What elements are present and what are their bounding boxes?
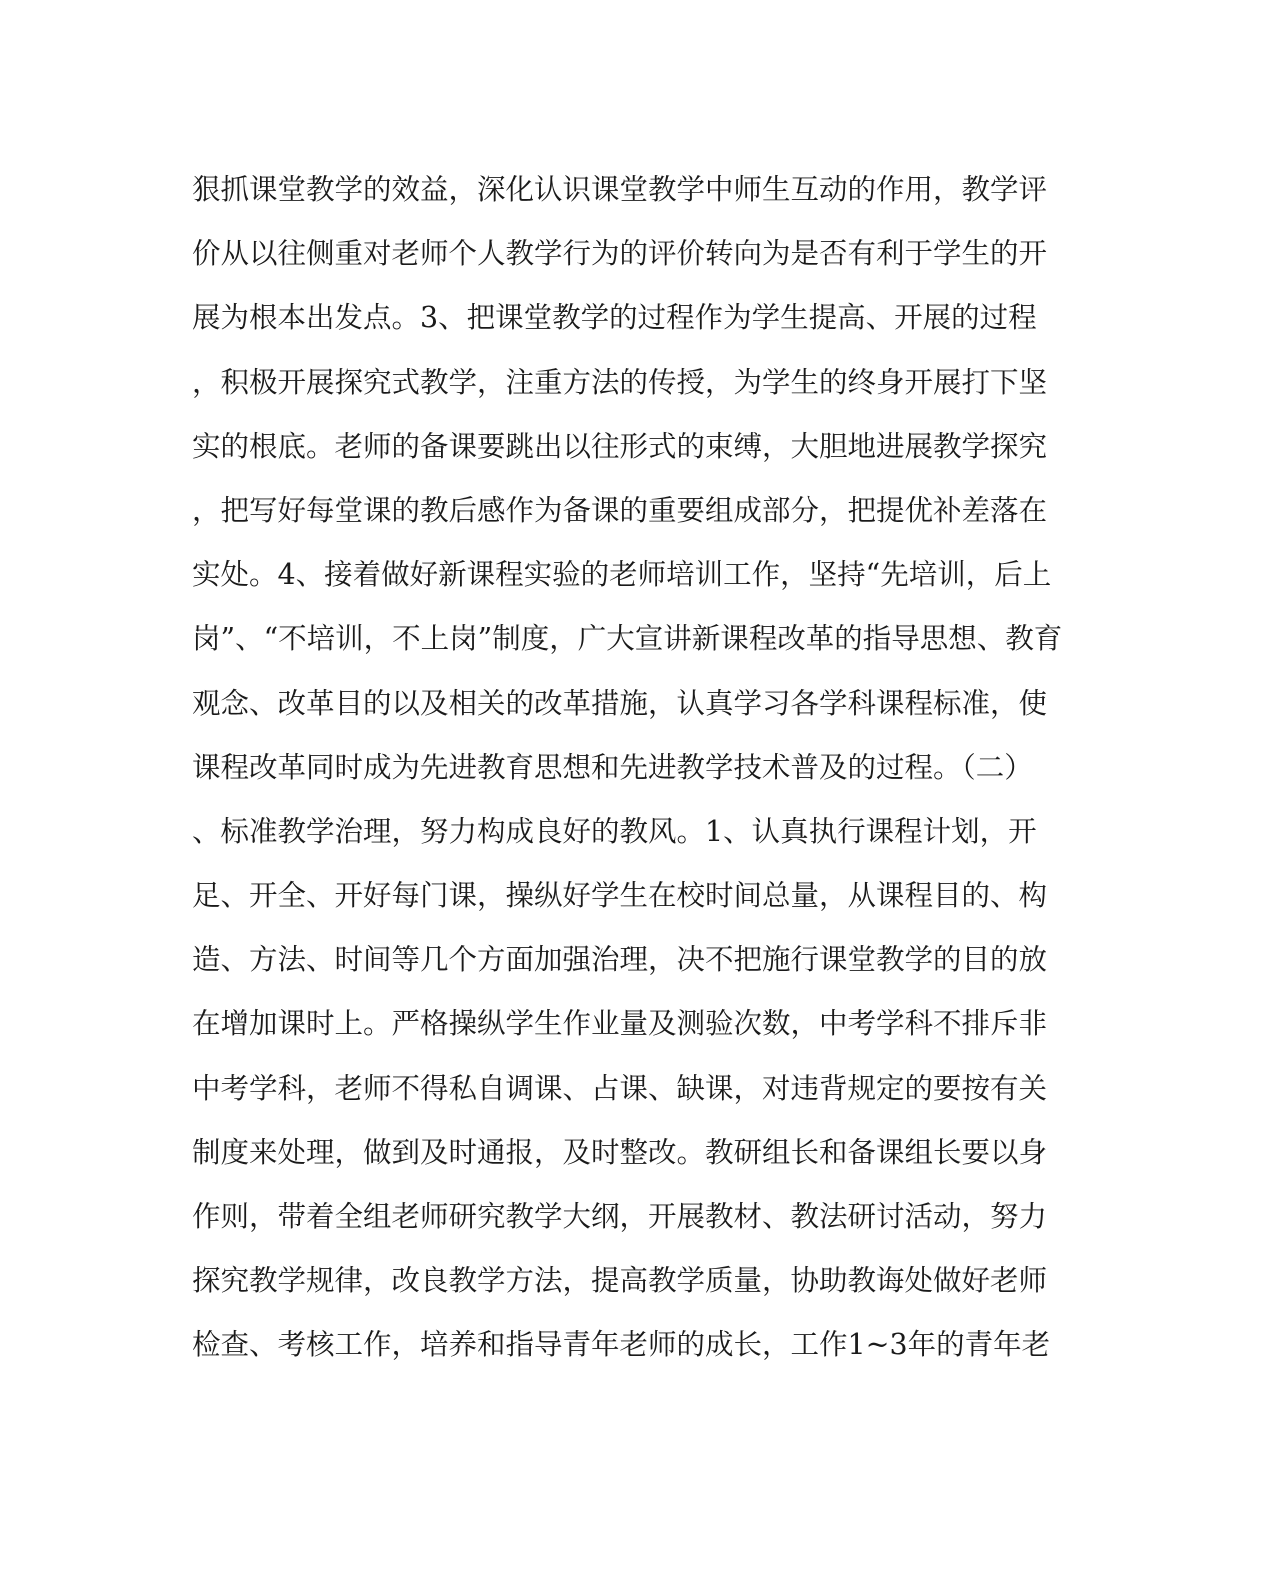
text-line: 实处。4、接着做好新课程实验的老师培训工作，坚持“先培训，后上 (192, 558, 1052, 592)
text-line: 制度来处理，做到及时通报，及时整改。教研组长和备课组长要以身 (192, 1135, 1048, 1169)
text-line: ，积极开展探究式教学，注重方法的传授，为学生的终身开展打下坚 (192, 365, 1048, 399)
text-line: 检查、考核工作，培养和指导青年老师的成长，工作1~3年的青年老 (192, 1328, 1051, 1362)
text-line: 岗”、“不培训，不上岗”制度，广大宣讲新课程改革的指导思想、教育 (192, 622, 1063, 656)
text-line: 、标准教学治理，努力构成良好的教风。1、认真执行课程计划，开 (192, 814, 1037, 848)
text-line: 中考学科，老师不得私自调课、占课、缺课，对违背规定的要按有关 (192, 1071, 1048, 1105)
text-line: 价从以往侧重对老师个人教学行为的评价转向为是否有利于学生的开 (192, 237, 1048, 271)
text-line: 在增加课时上。严格操纵学生作业量及测验次数，中考学科不排斥非 (192, 1007, 1048, 1041)
body-text (192, 158, 1072, 1378)
text-line: 课程改革同时成为先进教育思想和先进教学技术普及的过程。（二） (192, 750, 1033, 784)
text-line: 观念、改革目的以及相关的改革措施，认真学习各学科课程标准，使 (192, 686, 1048, 720)
text-line: 狠抓课堂教学的效益，深化认识课堂教学中师生互动的作用，教学评 (192, 173, 1048, 206)
text-line: 足、开全、开好每门课，操纵好学生在校时间总量，从课程目的、构 (192, 879, 1048, 913)
text-line: 实的根底。老师的备课要跳出以往形式的束缚，大胆地进展教学探究 (192, 429, 1048, 463)
text-line: 造、方法、时间等几个方面加强治理，决不把施行课堂教学的目的放 (192, 943, 1048, 977)
text-line: ，把写好每堂课的教后感作为备课的重要组成部分，把提优补差落在 (192, 493, 1048, 527)
text-line: 作则，带着全组老师研究教学大纲，开展教材、教法研讨活动，努力 (192, 1200, 1048, 1233)
text-line: 探究教学规律，改良教学方法，提高教学质量，协助教诲处做好老师 (192, 1264, 1048, 1298)
text-line: 展为根本出发点。3、把课堂教学的过程作为学生提高、开展的过程 (192, 301, 1037, 335)
